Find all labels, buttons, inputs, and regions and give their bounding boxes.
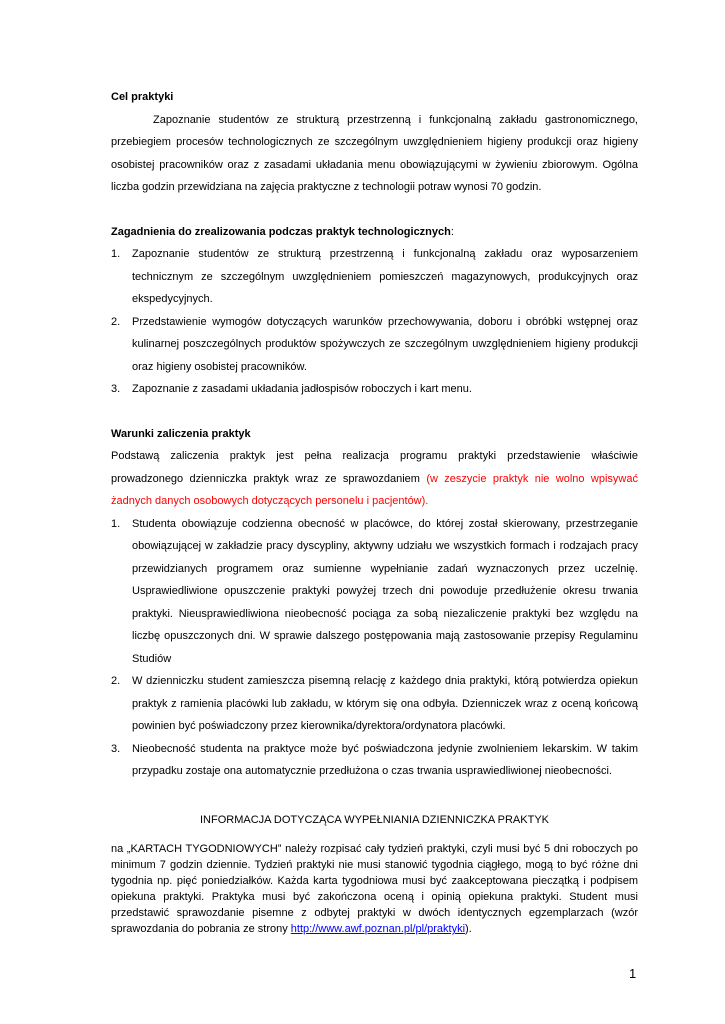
list-item xyxy=(111,243,638,311)
section-heading-cel-praktyki: Cel praktyki xyxy=(111,91,174,103)
zagadnienia-list xyxy=(111,243,638,401)
paragraph-warunki-intro xyxy=(111,445,638,513)
list-item-text: Zapoznanie z zasadami układania jadłospisów roboczych i kart menu. xyxy=(132,383,472,395)
list-item-text: Nieobecność studenta na praktyce może być poświadczona jedynie zwolnieniem lekarskim. W takim przypadku zostaje ona automatycznie przedłużona o czas trwania usprawiedliwionej nieobecności. xyxy=(132,742,638,777)
informacja-text: na „KARTACH TYGODNIOWYCH” należy rozpisać cały tydzień praktyki, czyli musi być 5 dni roboczych po minimum 7 godzin dziennie. Tydzień praktyki nie musi stanowić tygodnia ciągłego, mogą to być różne dni tygodnia np. pięć poniedziałków. Każda karta tygodniowa musi być zaakceptowana pieczątką i podpisem opiekuna praktyki. Praktyka musi być zakończona oceną i opinią opiekuna praktyki. Student musi przedstawić sprawozdanie pisemne z odbytej praktyki w dwóch identycznych egzemplarzach (wzór sprawozdania do pobrania ze strony xyxy=(111,843,638,935)
list-item-number: 1. xyxy=(111,248,121,260)
section-heading-zagadnienia-text: Zagadnienia do zrealizowania podczas praktyk technologicznych xyxy=(111,225,451,238)
heading-colon: : xyxy=(450,225,454,238)
warunki-list xyxy=(111,513,638,783)
list-item xyxy=(111,378,638,401)
list-item xyxy=(111,311,638,379)
list-item xyxy=(111,513,638,671)
list-item-number: 1. xyxy=(111,517,121,530)
list-item-text: Studenta obowiązuje codzienna obecność w placówce, do której został skierowany, przestrzeganie obowiązującej w zakładzie pracy dyscypliny, aktywny udziału we wszystkich formach i rodzajach pracy przewidzianych programem oraz sumienne wypełnianie zadań wyznaczonych przez uczelnię. Usprawiedliwione opuszczenie praktyki powyżej trzech dni powoduje przedłużenie okresu trwania praktyki. Nieusprawiedliwiona nieobecność pociąga za sobą niezaliczenie praktyki bez względu na liczbę opuszczonych dni. W sprawie dalszego postępowania mają zastosowanie przepisy Regulaminu Studiów xyxy=(132,517,638,665)
warunki-warning-text: (w zeszycie praktyk nie wolno wpisywać żadnych danych osobowych dotyczących personelu i pacjentów). xyxy=(111,472,638,507)
list-item xyxy=(111,738,638,783)
informacja-text-end: ). xyxy=(465,923,472,935)
list-item-text: Zapoznanie studentów ze strukturą przestrzenną i funkcjonalną zakładu oraz wyposarzeniem technicznym ze szczególnym uwzględnieniem pomieszczeń magazynowych, produkcyjnych oraz ekspedycyjnych. xyxy=(132,248,638,305)
document-content xyxy=(111,86,638,937)
warunki-intro-text: Podstawą zaliczenia praktyk jest pełna realizacja programu praktyki przedstawienie właściwie prowadzonego dzienniczka praktyk wraz ze sprawozdaniem xyxy=(111,450,638,485)
list-item-number: 3. xyxy=(111,742,121,755)
section-heading-zagadnienia xyxy=(111,221,638,244)
list-item-number: 2. xyxy=(111,315,121,328)
spacer xyxy=(111,199,638,221)
praktyki-link[interactable]: http://www.awf.poznan.pl/pl/praktyki xyxy=(290,923,466,935)
spacer xyxy=(111,401,638,423)
list-item-number: 2. xyxy=(111,675,121,687)
section-heading-informacja: INFORMACJA DOTYCZĄCA WYPEŁNIANIA DZIENNICZKA PRAKTYK xyxy=(199,813,549,826)
list-item-text: W dzienniczku student zamieszcza pisemną relację z każdego dnia praktyki, którą potwierdza opiekun praktyk z ramienia placówki lub zakładu, w którym się ona odbyła. Dzienniczek wraz z oceną końcową powinien być poświadczony przez kierownika/dyrektora/ordynatora placówki. xyxy=(132,675,638,732)
paragraph-cel-praktyki: Zapoznanie studentów ze strukturą przestrzenną i funkcjonalną zakładu gastronomicznego, przebiegiem procesów technologicznych ze szczególnym uwzględnieniem higieny produkcji oraz higieny osobistej pracowników oraz z zasadami układania menu obowiązującymi w żywieniu zbiorowym. Ogólna liczba godzin przewidziana na zajęcia praktyczne z technologii potraw wynosi 70 godzin. xyxy=(111,113,638,193)
list-item-text: Przedstawienie wymogów dotyczących warunków przechowywania, doboru i obróbki wstępnej oraz kulinarnej poszczególnych produktów spożywczych ze szczególnym uwzględnieniem higieny produkcji oraz higieny osobistej pracowników. xyxy=(132,315,638,373)
list-item-number: 3. xyxy=(111,383,121,395)
page-number: 1 xyxy=(629,966,637,981)
section-heading-warunki: Warunki zaliczenia praktyk xyxy=(111,427,251,440)
list-item xyxy=(111,670,638,738)
paragraph-informacja xyxy=(111,841,638,937)
